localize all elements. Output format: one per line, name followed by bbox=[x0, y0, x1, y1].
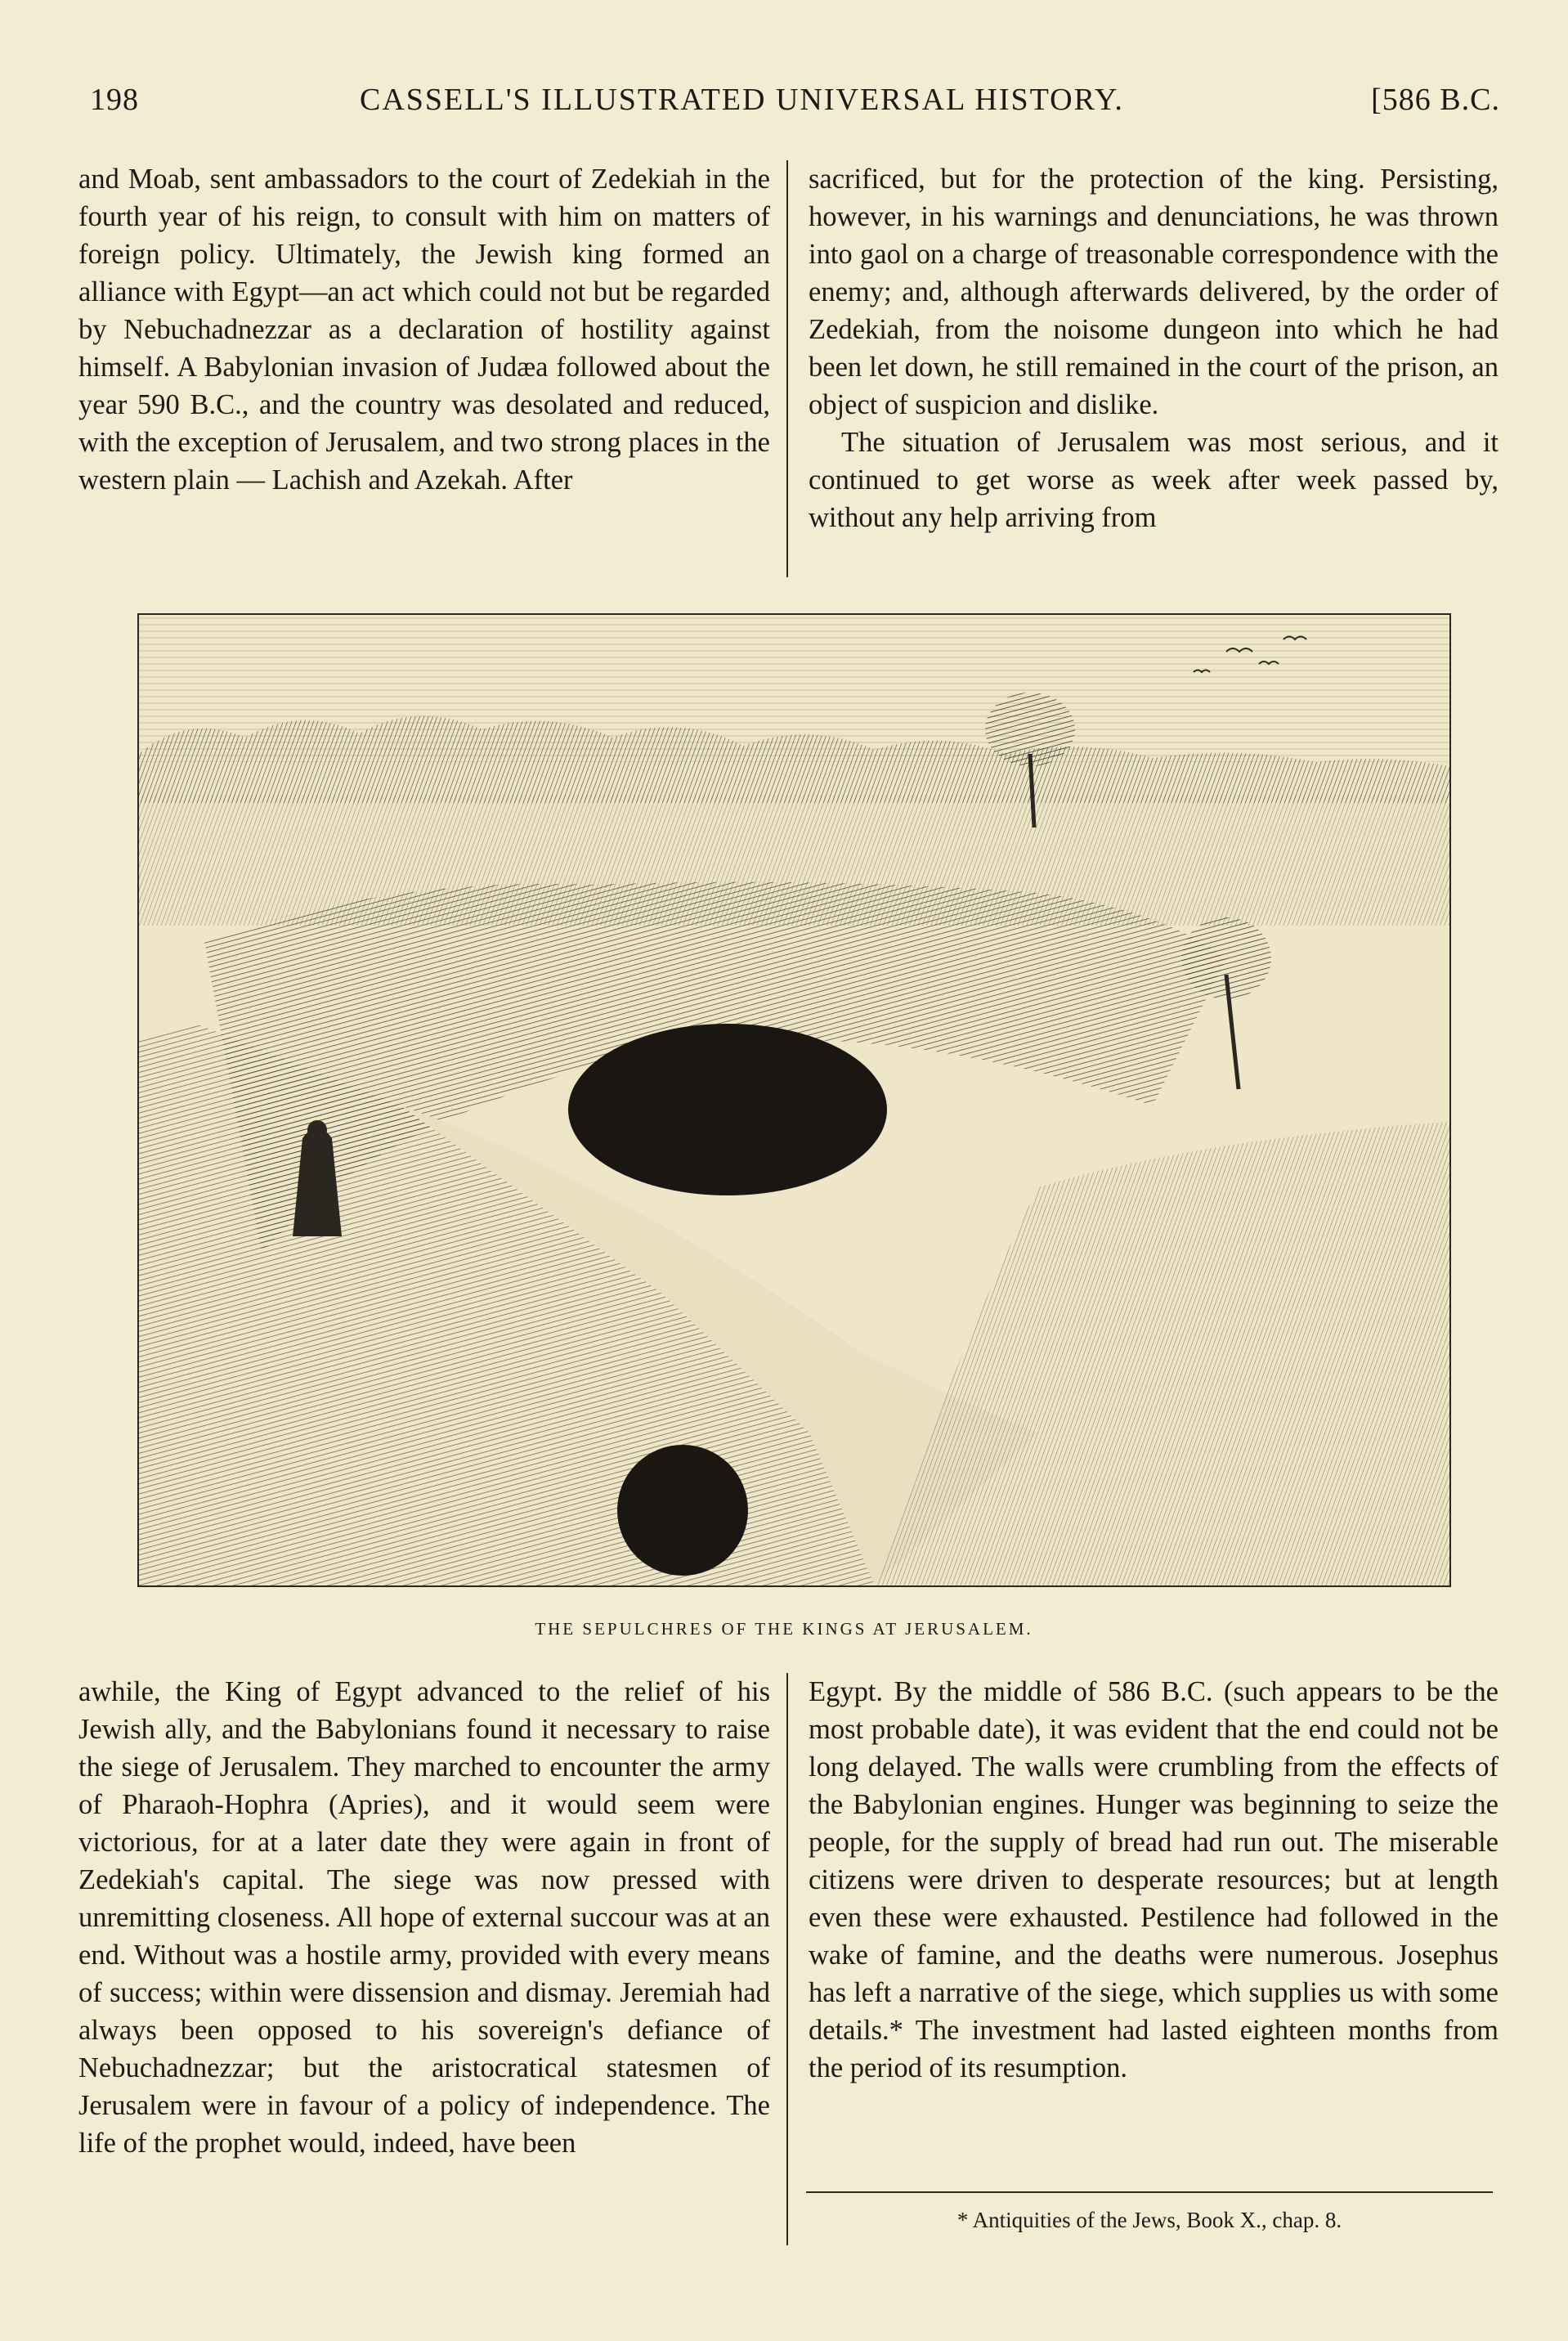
bottom-right-paragraph: Egypt. By the middle of 586 B.C. (such appears to be the most probable date), it was evident that the end could not be long delayed. The walls were crumbling from the effects of the Babylonian engines. Hunger was beginning to seize the people, for the supply of bread had run out. The miserable citizens were driven to desperate resources; but at length even these were exhausted. Pestilence had followed in the wake of famine, and the deaths were numerous. Josephus has left a narrative of the siege, which supplies us with some details.* The investment had lasted eighteen months from the period of its resumption. bbox=[809, 1676, 1499, 2083]
column-divider-top bbox=[786, 160, 788, 577]
footnote: * Antiquities of the Jews, Book X., chap. 8. bbox=[956, 2208, 1342, 2232]
page-number: 198 bbox=[90, 83, 139, 117]
sepulchres-engraving-image bbox=[139, 615, 1449, 1585]
engraving-illustration bbox=[137, 613, 1451, 1587]
figure-caption: THE SEPULCHRES OF THE KINGS AT JERUSALEM. bbox=[535, 1619, 1033, 1639]
bottom-right-column bbox=[809, 1673, 1499, 2245]
top-right-paragraph-1: sacrificed, but for the protection of the king. Persisting, however, in his warnings and denunciations, he was thrown into gaol on a charge of treasonable correspondence with the enemy; and, although afterwards delivered, by the order of Zedekiah, from the noisome dungeon into which he had been let down, he still remained in the court of the prison, an object of suspicion and dislike. bbox=[809, 164, 1499, 420]
footnote-rule bbox=[806, 2191, 1493, 2193]
running-head bbox=[90, 82, 1500, 131]
top-left-paragraph: and Moab, sent ambassadors to the court of Zedekiah in the fourth year of his reign, to consult with him on matters of foreign policy. Ultimately, the Jewish king formed an alliance with Egypt—an act which could not but be regarded by Nebuchadnezzar as a declaration of hostility against himself. A Babylonian invasion of Judæa followed about the year 590 B.C., and the country was desolated and reduced, with the exception of Jerusalem, and two strong places in the western plain — Lachish and Azekah. After bbox=[78, 164, 770, 496]
top-right-column bbox=[809, 160, 1499, 585]
running-title: CASSELL'S ILLUSTRATED UNIVERSAL HISTORY. bbox=[360, 83, 1124, 117]
bottom-left-column bbox=[78, 1673, 770, 2245]
top-right-paragraph-2: The situation of Jerusalem was most serious, and it continued to get worse as week after week passed by, without any help arriving from bbox=[809, 427, 1499, 533]
top-left-column bbox=[78, 160, 770, 585]
bottom-left-paragraph: awhile, the King of Egypt advanced to the relief of his Jewish ally, and the Babylonians found it necessary to raise the siege of Jerusalem. They marched to encounter the army of Pharaoh-Hophra (Apries), and it would seem were victorious, for at a later date they were again in front of Zedekiah's capital. The siege was now pressed with unremitting closeness. All hope of external succour was at an end. Without was a hostile army, provided with every means of success; within were dissension and dismay. Jeremiah had always been opposed to his sovereign's defiance of Nebuchadnezzar; but the aristocratical statesmen of Jerusalem were in favour of a policy of independence. The life of the prophet would, indeed, have been bbox=[78, 1676, 770, 2159]
running-date: [586 B.C. bbox=[1371, 83, 1500, 117]
column-divider-bottom bbox=[786, 1673, 788, 2245]
